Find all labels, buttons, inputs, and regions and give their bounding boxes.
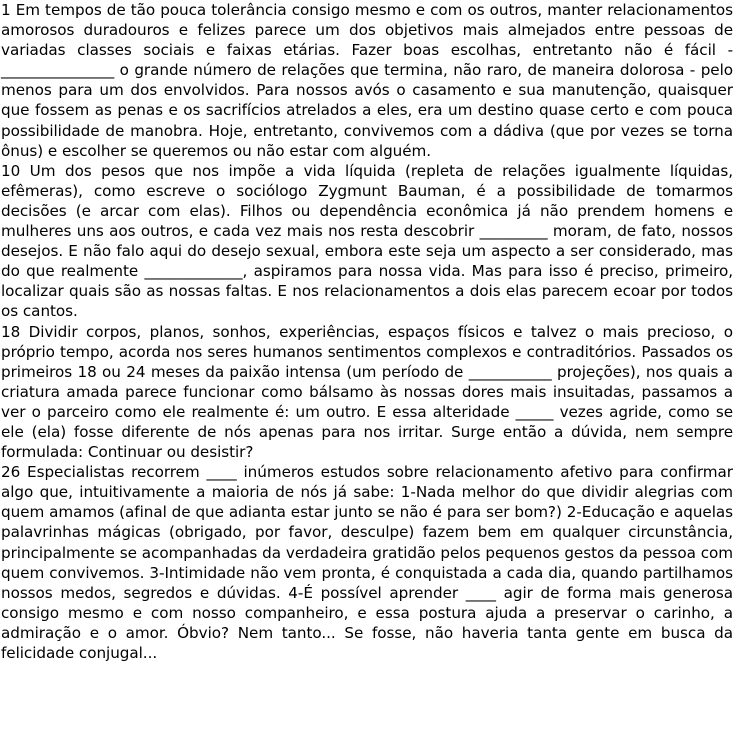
paragraph-26: 26 Especialistas recorrem ____ inúmeros estudos sobre relacionamento afetivo para confirmar algo que, intuitivamente a maioria de nós já sabe: 1-Nada melhor do que dividir alegrias com quem amamos (afinal de que adianta estar junto se não é para ser bom?) 2-Educação e aquelas palavrinhas mágicas (obrigado, por favor, desculpe) fazem bem em qualquer circunstância, principalmente se acompanhadas da verdadeira gratidão pelos pequenos gestos da pessoa com quem convivemos. 3-Intimidade não vem pronta, é conquistada a cada dia, quando partilhamos nossos medos, segredos e dúvidas. 4-É possível aprender ____ agir de forma mais generosa consigo mesmo e com nosso companheiro, e essa postura ajuda a preservar o carinho, a admiração e o amor. Óbvio? Nem tanto... Se fosse, não haveria tanta gente em busca da felicidade conjugal... bbox=[1, 463, 733, 662]
paragraph-1: 1 Em tempos de tão pouca tolerância consigo mesmo e com os outros, manter relacionamentos amorosos duradouros e felizes parece um dos objetivos mais almejados entre pessoas de variadas classes sociais e faixas etárias. Fazer boas escolhas, entretanto não é fácil - _______________ o grande número de relações que termina, não raro, de maneira dolorosa - pelo menos para um dos envolvidos. Para nossos avós o casamento e sua manutenção, quaisquer que fossem as penas e os sacrifícios atrelados a eles, era um destino quase certo e com pouca possibilidade de manobra. Hoje, entretanto, convivemos com a dádiva (que por vezes se torna ônus) e escolher se queremos ou não estar com alguém. bbox=[1, 1, 733, 160]
paragraph-18: 18 Dividir corpos, planos, sonhos, experiências, espaços físicos e talvez o mais precioso, o próprio tempo, acorda nos seres humanos sentimentos complexos e contraditórios. Passados os primeiros 18 ou 24 meses da paixão intensa (um período de ___________ projeções), nos quais a criatura amada parece funcionar como bálsamo às nossas dores mais insuitadas, passamos a ver o parceiro como ele realmente é: um outro. E essa alteridade _____ vezes agride, como se ele (ela) fosse diferente de nós apenas para nos irritar. Surge então a dúvida, nem sempre formulada: Continuar ou desistir? bbox=[1, 322, 733, 462]
paragraph-10: 10 Um dos pesos que nos impõe a vida líquida (repleta de relações igualmente líquidas, efêmeras), como escreve o sociólogo Zygmunt Bauman, é a possibilidade de tomarmos decisões (e arcar com elas). Filhos ou dependência econômica já não prendem homens e mulheres uns aos outros, e cada vez mais nos resta descobrir _________ moram, de fato, nossos desejos. E não falo aqui do desejo sexual, embora este seja um aspecto a ser considerado, mas do que realmente _____________, aspiramos para nossa vida. Mas para isso é preciso, primeiro, localizar quais são as nossas faltas. E nos relacionamentos a dois elas parecem ecoar por todos os cantos. bbox=[1, 161, 733, 321]
